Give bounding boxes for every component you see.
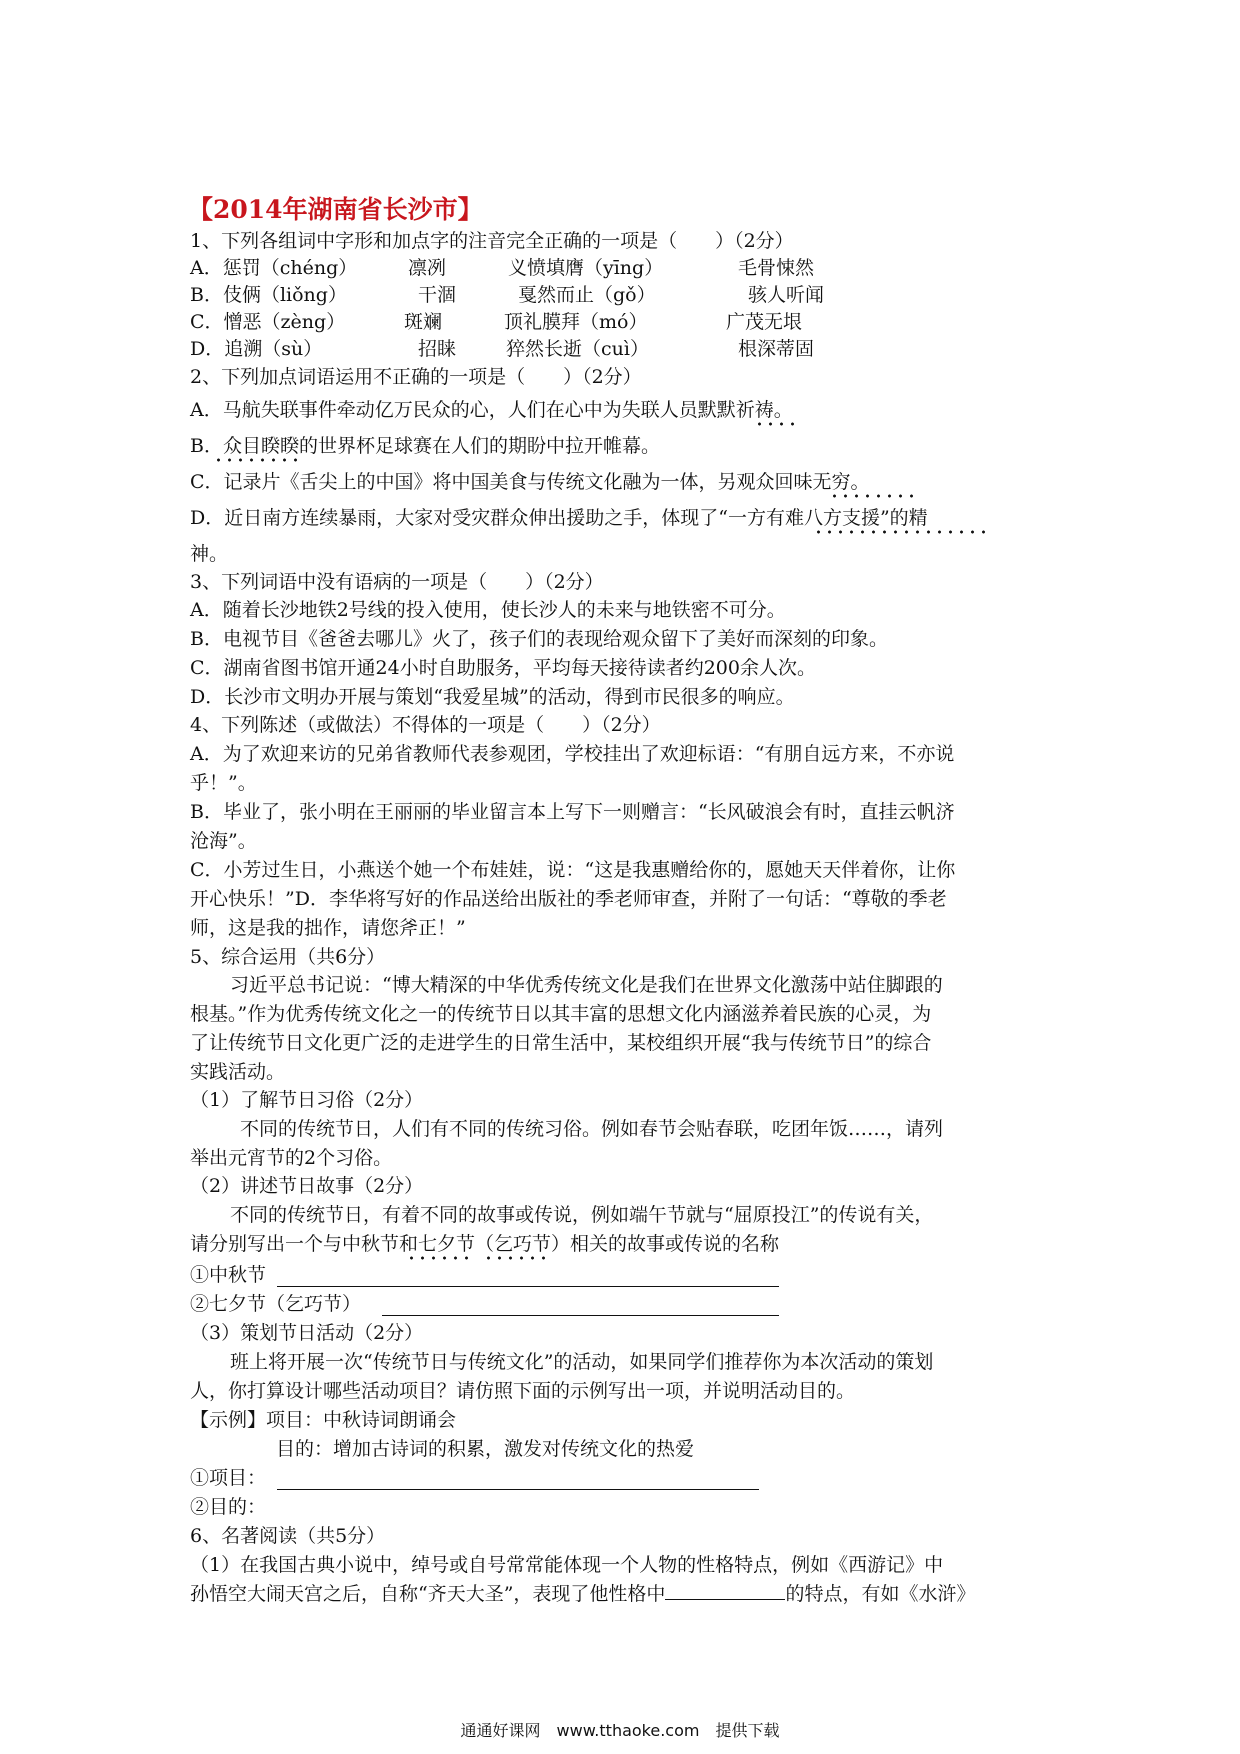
mid-autumn-answer-line[interactable] xyxy=(277,1286,779,1287)
q5-paragraph-line4: 实践活动。 xyxy=(190,1061,286,1083)
q6-sub1-text-before: 孙悟空大闹天宫之后，自称“齐天大圣”，表现了他性格中 xyxy=(190,1583,666,1605)
q1-c-1: C．憎恶（zèng） xyxy=(190,311,346,333)
q1-c-4: 广茂无垠 xyxy=(726,311,803,333)
q5-paragraph-line1: 习近平总书记说：“博大精深的中华优秀传统文化是我们在世界文化激荡中站住脚跟的 xyxy=(230,974,943,996)
q1-d-1: D．追溯（sù） xyxy=(190,338,323,360)
example-project: 【示例】项目：中秋诗词朗诵会 xyxy=(190,1409,457,1431)
q4-option-c-line3: 师，这是我的拙作，请您斧正！” xyxy=(190,917,466,939)
q1-c-2: 斑斓 xyxy=(404,311,443,333)
q4-option-a-line1: A．为了欢迎来访的兄弟省教师代表参观团，学校挂出了欢迎标语：“有朋自远方来，不亦说 xyxy=(190,743,955,765)
q5-sub1-line2: 举出元宵节的2个习俗。 xyxy=(190,1147,393,1169)
emphasis-dots xyxy=(754,422,798,426)
project-answer-line[interactable] xyxy=(277,1489,759,1490)
q5-sub3-line1: 班上将开展一次“传统节日与传统文化”的活动，如果同学们推荐你为本次活动的策划 xyxy=(230,1351,934,1373)
q4-stem: 4、下列陈述（或做法）不得体的一项是（ ）（2分） xyxy=(190,714,661,736)
q6-sub1-text-after: 的特点，有如《水浒》 xyxy=(785,1583,976,1605)
q4-option-b-line2: 沧海”。 xyxy=(190,830,257,852)
q5-sub1-heading: （1）了解节日习俗（2分） xyxy=(190,1089,424,1111)
q1-a-1: A．惩罚（chéng） xyxy=(190,257,358,279)
q5-sub2-line1: 不同的传统节日，有着不同的故事或传说，例如端午节就与“屈原投江”的传说有关， xyxy=(230,1204,934,1226)
q1-a-2: 凛冽 xyxy=(408,257,447,279)
q5-stem: 5、综合运用（共6分） xyxy=(190,946,386,968)
project-label: ①项目： xyxy=(190,1467,267,1489)
page-footer: 通通好课网 www.tthaoke.com 提供下载 xyxy=(460,1721,780,1740)
q2-option-c: C．记录片《舌尖上的中国》将中国美食与传统文化融为一体，另观众回味无穷。 xyxy=(190,471,870,493)
trait-answer-blank[interactable] xyxy=(665,1581,785,1600)
emphasis-dots xyxy=(813,530,989,534)
q5-sub2-heading: （2）讲述节日故事（2分） xyxy=(190,1175,424,1197)
qixi-answer-line[interactable] xyxy=(382,1315,779,1316)
q1-a-3: 义愤填膺（yīng） xyxy=(508,257,664,279)
q1-c-3: 顶礼膜拜（mó） xyxy=(504,311,648,333)
q6-sub1-line2 xyxy=(190,1581,975,1607)
q3-option-b: B．电视节目《爸爸去哪儿》火了，孩子们的表现给观众留下了美好而深刻的印象。 xyxy=(190,628,888,650)
q1-d-2: 招睐 xyxy=(418,338,457,360)
q4-option-b-line1: B．毕业了，张小明在王丽丽的毕业留言本上写下一则赠言：“长风破浪会有时，直挂云帆济 xyxy=(190,801,955,823)
q6-stem: 6、名著阅读（共5分） xyxy=(190,1525,386,1547)
q4-option-c-line2: 开心快乐！”D．李华将写好的作品送给出版社的季老师审查，并附了一句话：“尊敬的季老 xyxy=(190,888,947,910)
purpose-label: ②目的： xyxy=(190,1496,267,1518)
page-title: 【2014年湖南省长沙市】 xyxy=(188,195,483,224)
q1-d-4: 根深蒂固 xyxy=(738,338,815,360)
example-purpose: 目的：增加古诗词的积累，激发对传统文化的热爱 xyxy=(276,1438,695,1460)
q5-sub1-line1: 不同的传统节日，人们有不同的传统习俗。例如春节会贴春联，吃团年饭……，请列 xyxy=(240,1118,944,1140)
q2-stem: 2、下列加点词语运用不正确的一项是（ ）（2分） xyxy=(190,366,642,388)
q4-option-a-line2: 乎！”。 xyxy=(190,772,257,794)
q3-option-a: A．随着长沙地铁2号线的投入使用，使长沙人的未来与地铁密不可分。 xyxy=(190,599,786,621)
q3-option-d: D．长沙市文明办开展与策划“我爱星城”的活动，得到市民很多的响应。 xyxy=(190,686,795,708)
q1-d-3: 猝然长逝（cuì） xyxy=(506,338,649,360)
q6-sub1-line1: （1）在我国古典小说中，绰号或自号常常能体现一个人物的性格特点，例如《西游记》中 xyxy=(190,1554,944,1576)
q5-sub2-line2: 请分别写出一个与中秋节和七夕节（乞巧节）相关的故事或传说的名称 xyxy=(190,1233,780,1255)
qixi-label: ②七夕节（乞巧节） xyxy=(190,1293,362,1315)
q1-a-4: 毛骨悚然 xyxy=(738,257,815,279)
q5-paragraph-line2: 根基。”作为优秀传统文化之一的传统节日以其丰富的思想文化内涵滋养着民族的心灵，为 xyxy=(190,1003,932,1025)
q5-sub3-line2: 人，你打算设计哪些活动项目？请仿照下面的示例写出一项，并说明活动目的。 xyxy=(190,1380,856,1402)
q5-sub3-heading: （3）策划节日活动（2分） xyxy=(190,1322,424,1344)
q1-b-3: 戛然而止（gǒ） xyxy=(518,284,656,306)
q2-option-d-line2: 神。 xyxy=(190,543,229,565)
q1-stem: 1、下列各组词中字形和加点字的注音完全正确的一项是（ ）（2分） xyxy=(190,230,794,252)
mid-autumn-label: ①中秋节 xyxy=(190,1264,267,1286)
q3-stem: 3、下列词语中没有语病的一项是（ ）（2分） xyxy=(190,571,604,593)
q2-option-a: A．马航失联事件牵动亿万民众的心，人们在心中为失联人员默默祈祷。 xyxy=(190,399,793,421)
q2-option-b: B．众目睽睽的世界杯足球赛在人们的期盼中拉开帷幕。 xyxy=(190,435,660,457)
emphasis-dots xyxy=(483,1256,549,1260)
emphasis-dots xyxy=(406,1256,472,1260)
q2-option-d-line1: D．近日南方连续暴雨，大家对受灾群众伸出援助之手，体现了“一方有难八方支援”的精 xyxy=(190,507,928,529)
q3-option-c: C．湖南省图书馆开通24小时自助服务，平均每天接待读者约200余人次。 xyxy=(190,657,816,679)
q1-b-2: 干涸 xyxy=(418,284,457,306)
emphasis-dots xyxy=(213,458,301,462)
q4-option-c-line1: C．小芳过生日，小燕送个她一个布娃娃，说：“这是我惠赠给你的，愿她天天伴着你，让你 xyxy=(190,859,956,881)
q1-b-4: 骇人听闻 xyxy=(748,284,825,306)
q5-paragraph-line3: 了让传统节日文化更广泛的走进学生的日常生活中，某校组织开展“我与传统节日”的综合 xyxy=(190,1032,932,1054)
q1-b-1: B．伎俩（liǒng） xyxy=(190,284,347,306)
emphasis-dots xyxy=(829,494,917,498)
